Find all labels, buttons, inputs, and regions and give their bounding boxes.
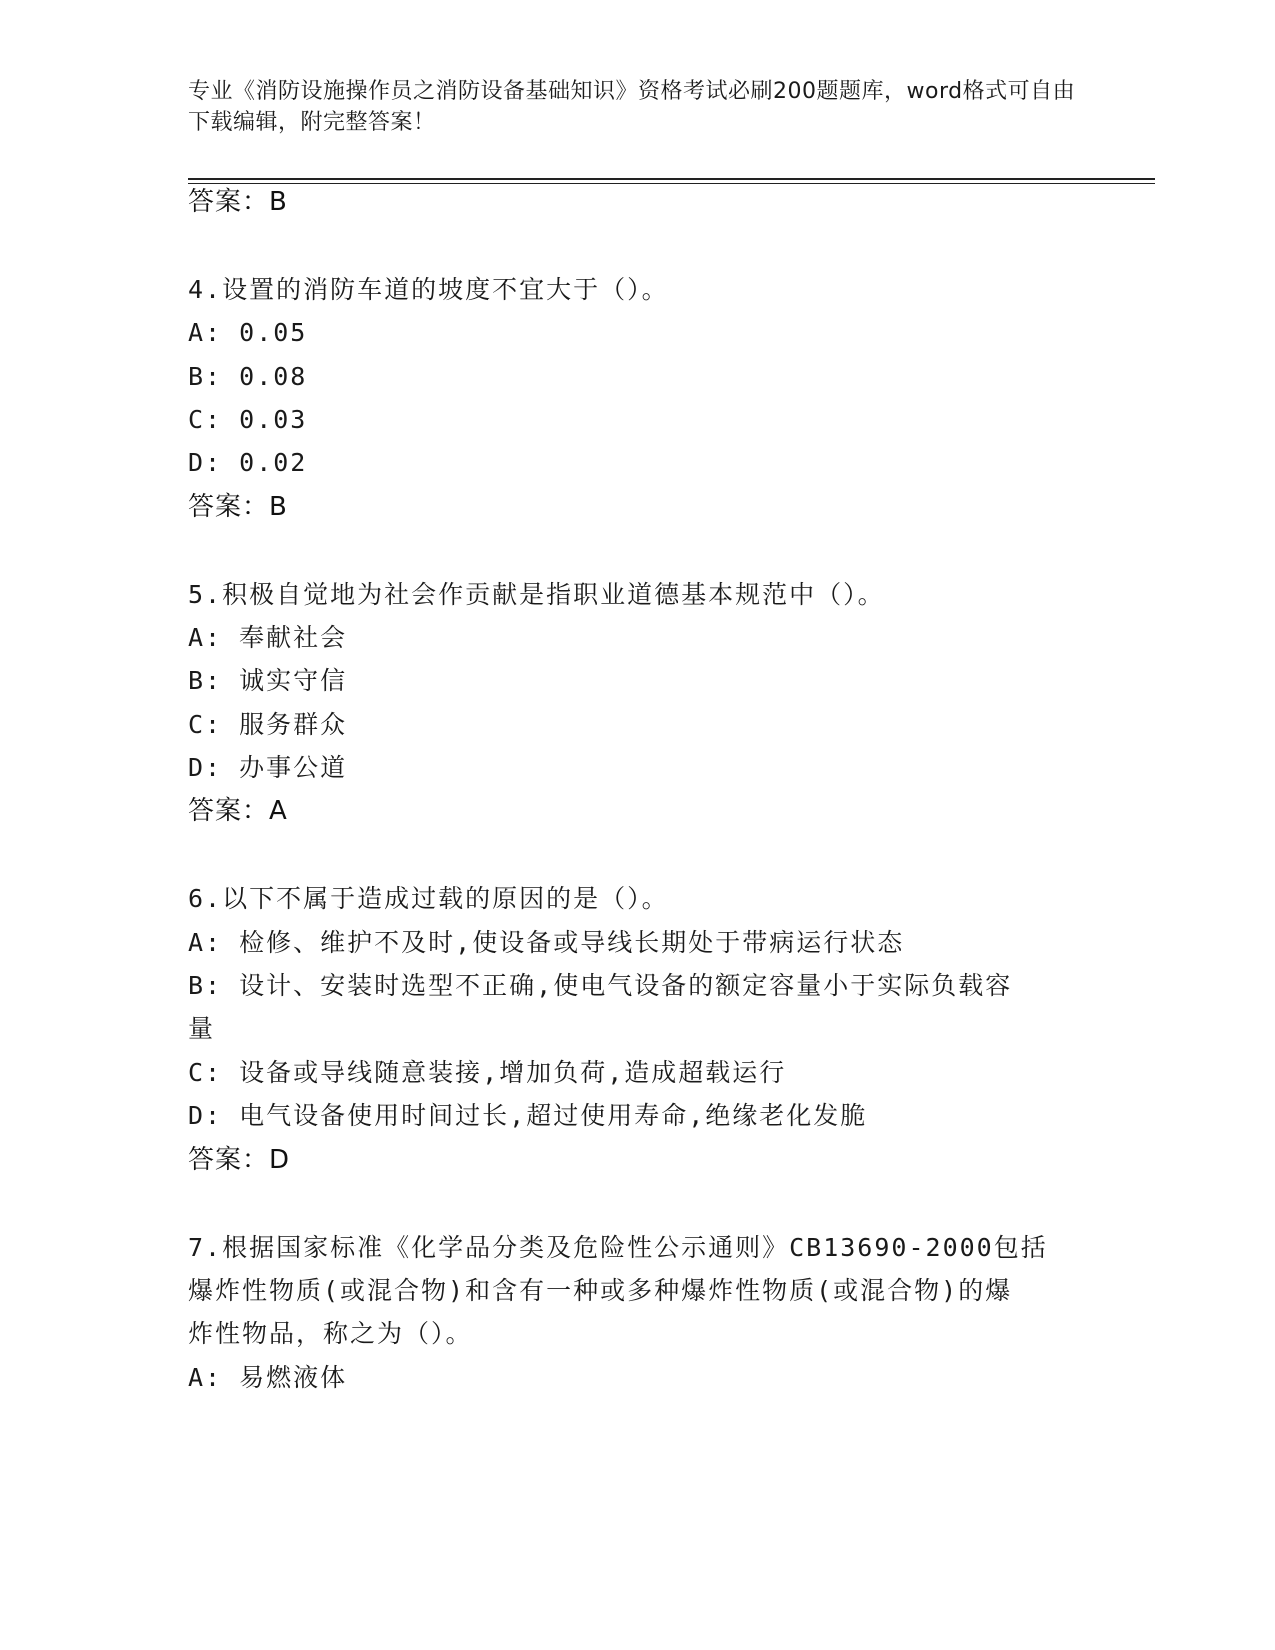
answer-line: 答案：B [188,187,288,217]
option-line: A: 易燃液体 [188,1363,348,1392]
question-text: 6.以下不属于造成过载的原因的是（）。 [188,884,669,913]
question-text: 5.积极自觉地为社会作贡献是指职业道德基本规范中（）。 [188,580,885,609]
question-text-continuation: 炸性物品，称之为（）。 [188,1319,473,1348]
header-divider-thick [188,178,1155,180]
document-header-title: 专业《消防设施操作员之消防设备基础知识》资格考试必刷200题题库，word格式可自由下载编辑，附完整答案！ [188,79,1076,135]
option-line: B: 诚实守信 [188,666,348,695]
option-line: B: 设计、安装时选型不正确,使电气设备的额定容量小于实际负载容 [188,971,1013,1000]
option-line: A: 奉献社会 [188,623,348,652]
answer-line: 答案：B [188,492,288,522]
option-line: C: 设备或导线随意装接,增加负荷,造成超载运行 [188,1058,787,1087]
question-text: 4.设置的消防车道的坡度不宜大于（）。 [188,275,669,304]
option-line: C: 服务群众 [188,710,348,739]
option-line-continuation: 量 [188,1014,216,1043]
option-line: B: 0.08 [188,362,308,391]
header-divider-thin [188,183,1155,184]
question-text-continuation: 爆炸性物质(或混合物)和含有一种或多种爆炸性物质(或混合物)的爆 [188,1276,1013,1305]
answer-line: 答案：D [188,1145,291,1175]
option-line: D: 0.02 [188,448,308,477]
option-line: D: 办事公道 [188,753,348,782]
question-text: 7.根据国家标准《化学品分类及危险性公示通则》CB13690-2000包括 [188,1233,1048,1262]
option-line: D: 电气设备使用时间过长,超过使用寿命,绝缘老化发脆 [188,1101,868,1130]
answer-line: 答案：A [188,796,288,826]
option-line: C: 0.03 [188,405,308,434]
option-line: A: 0.05 [188,318,308,347]
option-line: A: 检修、维护不及时,使设备或导线长期处于带病运行状态 [188,928,905,957]
